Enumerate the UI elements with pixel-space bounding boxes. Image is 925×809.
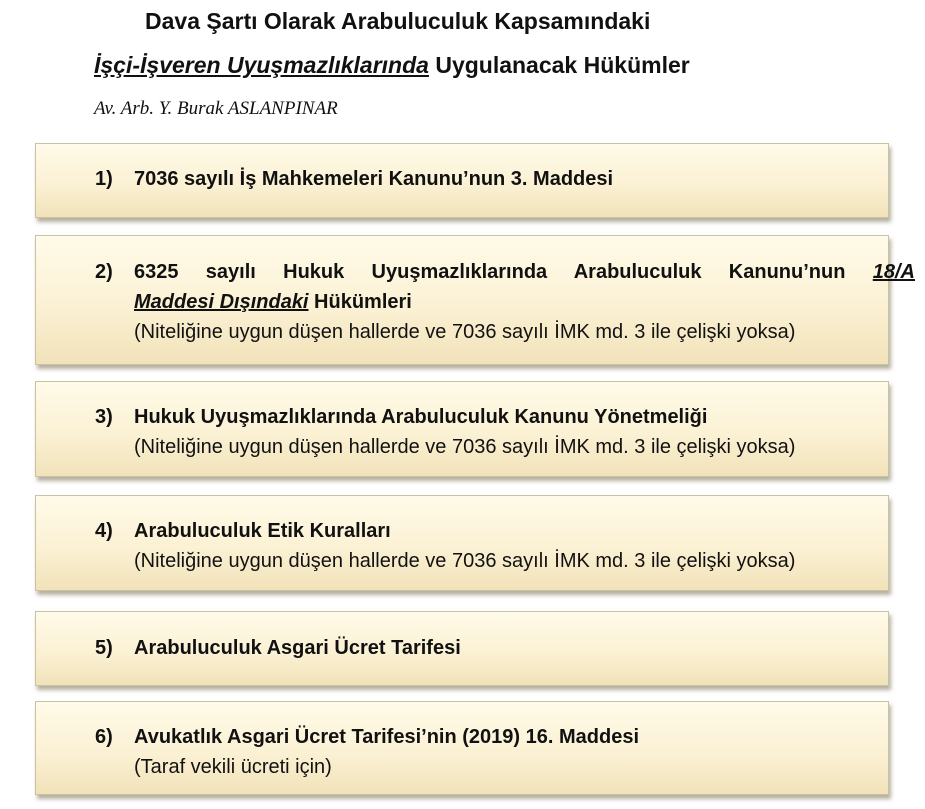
item-title-part2: Hükümleri <box>308 291 412 313</box>
list-item-4 <box>95 516 915 576</box>
item-title-line2 <box>134 287 915 317</box>
list-item-5 <box>95 633 915 663</box>
author-name: Av. Arb. Y. Burak ASLANPINAR <box>94 98 338 119</box>
item-number: 5) <box>95 637 113 659</box>
item-title-ref-line2: Maddesi Dışındaki <box>134 291 309 313</box>
item-number: 6) <box>95 726 113 748</box>
item-title-line1 <box>134 257 915 287</box>
item-title: 7036 sayılı İş Mahkemeleri Kanunu’nun 3. Maddesi <box>134 168 614 190</box>
item-number: 3) <box>95 406 113 428</box>
item-title-part1: 6325 sayılı Hukuk Uyuşmazlıklarında Arabuluculuk Kanunu’nun <box>134 261 873 283</box>
item-title: Arabuluculuk Asgari Ücret Tarifesi <box>134 637 461 659</box>
list-item-2 <box>95 257 915 347</box>
item-number: 4) <box>95 520 113 542</box>
item-note: (Niteliğine uygun düşen hallerde ve 7036 sayılı İMK md. 3 ile çelişki yoksa) <box>134 550 796 572</box>
title-emphasis: İşçi-İşveren Uyuşmazlıklarında <box>94 52 429 78</box>
item-note: (Taraf vekili ücreti için) <box>134 756 332 778</box>
item-number: 1) <box>95 168 113 190</box>
item-title: Hukuk Uyuşmazlıklarında Arabuluculuk Kanunu Yönetmeliği <box>134 406 708 428</box>
item-note: (Niteliğine uygun düşen hallerde ve 7036 sayılı İMK md. 3 ile çelişki yoksa) <box>134 321 796 343</box>
item-number: 2) <box>95 261 113 283</box>
item-note: (Niteliğine uygun düşen hallerde ve 7036 sayılı İMK md. 3 ile çelişki yoksa) <box>134 436 796 458</box>
document-title-line2 <box>94 52 690 79</box>
item-title: Arabuluculuk Etik Kuralları <box>134 520 391 542</box>
title-rest: Uygulanacak Hükümler <box>428 52 690 78</box>
document-title-line1: Dava Şartı Olarak Arabuluculuk Kapsamındaki <box>145 8 651 34</box>
item-title: Avukatlık Asgari Ücret Tarifesi’nin (2019) 16. Maddesi <box>134 726 639 748</box>
list-item-1 <box>95 164 915 194</box>
item-title-ref-line1: 18/A <box>872 261 915 283</box>
list-item-6 <box>95 722 915 782</box>
list-item-3 <box>95 402 915 462</box>
